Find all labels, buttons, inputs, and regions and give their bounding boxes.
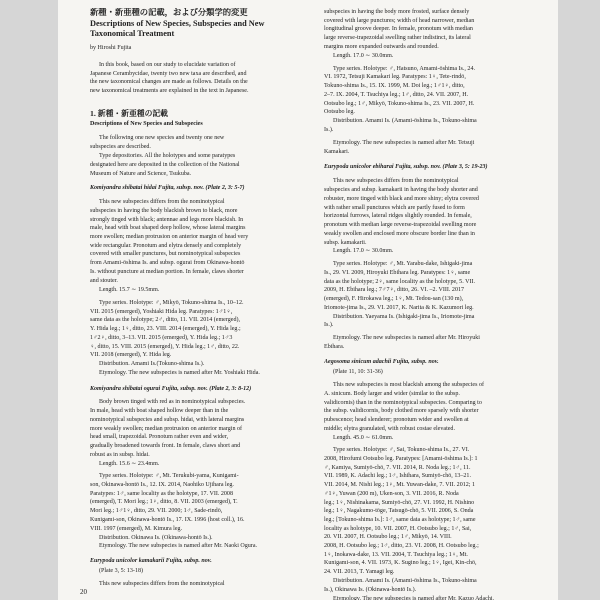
document-page bbox=[58, 0, 558, 600]
text-line: with rather small punctures which are partly fused to form bbox=[324, 205, 465, 211]
text-line: leg.; 1♀, Nishinakama, Sumiyō-chō, 27. VI. 1992, H. Nishino bbox=[324, 500, 475, 506]
text-line: Mori leg.; 1♂1♀, ditto, 29. VII. 2000; 1♂, Sade-rindō, bbox=[90, 508, 223, 514]
text-line: 20. VII. 2007, H. Ootsubo leg.; 1♂, Mikyō, 14. VIII. bbox=[324, 534, 452, 540]
text-line: same data as the holotype; 2♂, ditto, 11. VII. 2014 (emerged), bbox=[90, 317, 241, 323]
text-line: Type series. Holotype: ♂, Sai, Tokuno-shima Is., 27. VI. bbox=[333, 447, 470, 453]
text-line: (Plate 3, 5: 13-18) bbox=[99, 568, 143, 574]
text-line: Body brown tinged with red as in nominotypical subspecies. bbox=[99, 399, 246, 405]
text-line: subspecies and subsp. kamakarii in having the body shorter and bbox=[324, 187, 478, 193]
text-line: VI. 1972, Tetsuji Kamakari leg. Paratypes: 1♀, Tete-rindō, bbox=[324, 74, 466, 80]
text-line: subspecies are described. bbox=[90, 144, 151, 150]
text-line: (Plate 11, 10: 31-36) bbox=[333, 369, 383, 375]
text-line: Distribution. Amami Is. (Amami-ōshima Is., Tokuno-shima bbox=[333, 118, 477, 124]
text-line: middle; elytra granulated, with robust costae elevated. bbox=[324, 426, 455, 432]
text-line: head small, trapezoidal. Pronotum rather even and wider, bbox=[90, 434, 229, 440]
text-line: This new subspecies differs from the nominotypical bbox=[99, 199, 225, 205]
text-line: This new subspecies differs from the nominotypical bbox=[333, 178, 459, 184]
text-line: male, head with boat shaped deep hollow, whose lateral margins bbox=[90, 225, 246, 231]
text-line: more weakly swollen; median protrusion on anterior margin of bbox=[90, 426, 243, 432]
text-line: Kunigami-son, Okinawa-hontō Is., 17. IX. 1996 (host coll.), 16. bbox=[90, 517, 245, 523]
document-title: Taxonomical Treatment bbox=[90, 29, 175, 38]
text-line: designated here are deposited in the collection of the National bbox=[90, 162, 240, 168]
text-line: covered with large punctures; width of head narrower, median bbox=[324, 18, 475, 24]
text-line: pubescence; head slenderer; pronotum wider and swollen at bbox=[324, 417, 469, 423]
text-line: 2009, H. Ebihara leg.; 7♂7♀, ditto, 26. VI. –2. VIII. 2017 bbox=[324, 287, 465, 293]
text-line: Length. 17.0 ∼ 30.0mm. bbox=[333, 248, 394, 254]
document-title: Descriptions of New Species, Subspecies and New bbox=[90, 19, 265, 28]
text-line: Is. without puncture at median portion. In female, claws shorter bbox=[90, 269, 244, 275]
text-line: ♀, ditto, 15. VIII. 2015 (emerged), Y. Hida leg.; 1♂, ditto, 22. bbox=[90, 344, 240, 350]
text-line: ♂1♀, Yuwan (200 m), Uken-son, 3. VII. 2016, R. Noda bbox=[324, 491, 459, 497]
text-line: Type series. Holotype: ♂, Mt. Yarabu-dake, Ishigaki-jima bbox=[333, 261, 473, 267]
text-line: Type series. Holotype: ♂, Mikyō, Tokuno-shima Is., 10–12. bbox=[99, 300, 244, 306]
text-line: and stouter. bbox=[90, 278, 118, 284]
text-line: Length. 45.0 ∼ 61.0mm. bbox=[333, 435, 394, 441]
text-line: validicornis) than in the nominotypical subspecies. Comparing to bbox=[324, 400, 482, 406]
text-line: wide rectangular. Pronotum and elytra densely and completely bbox=[90, 243, 242, 249]
text-line: The following one new species and twenty one new bbox=[99, 135, 225, 141]
text-line: Ootsubo leg. bbox=[324, 109, 355, 115]
text-line: leg.; [Tokuno-shima Is.]: 1♂, same data as holotype; 1♂, same bbox=[324, 517, 476, 523]
text-line: nominotypical subspecies and subsp. hidai, with lateral margins bbox=[90, 417, 245, 423]
text-line: Japanese Cerambycidae, twenty two new taxa are described, and bbox=[90, 71, 247, 77]
text-line: by Hiroshi Fujita bbox=[90, 45, 132, 51]
text-line: pronotum with median large reverse-trapezoidal swelling more bbox=[324, 222, 477, 228]
taxon-heading: Eurypoda unicolor kamakarii Fujita, subsp. nov. bbox=[90, 558, 212, 564]
text-line: subsp. kamakarii. bbox=[324, 240, 367, 246]
text-line: covered with smaller punctures, but nominotypical subspecies bbox=[90, 251, 241, 257]
taxon-heading: Eurypoda unicolor ebiharai Fujita, subsp. nov. (Plate 3, 5: 19-23) bbox=[324, 164, 488, 170]
text-line: 1♀, Inokawa-dake, 13. VII. 2004, T. Tsuchiya leg.; 1♀, Mt. bbox=[324, 552, 468, 558]
text-line: robuster, more tinged with black and more shiny; elytra covered bbox=[324, 196, 479, 202]
text-line: large reverse-trapezoidal swelling rather indistinct, its lateral bbox=[324, 35, 471, 41]
text-line: strongly tinged with black; antennae and legs more blackish. In bbox=[90, 217, 244, 223]
text-line: Etymology. The new subspecies is named after Mr. Naoki Ogura. bbox=[99, 543, 258, 549]
text-line: VII. 2015 (emerged), Yoshiaki Hida leg. Paratypes: 1♂1♀, bbox=[90, 309, 233, 315]
text-line: In male, head with boat shaped hollow deeper than in the bbox=[90, 408, 229, 414]
text-line: Is.). bbox=[324, 322, 334, 328]
text-line: Is., 29. VI. 2009, Hiroyuki Ebihara leg. Paratypes: 1♀, same bbox=[324, 270, 471, 276]
text-line: Distribution. Amami Is. (Amami-ōshima Is., Tokuno-shima bbox=[333, 578, 477, 584]
text-line: Is.), Okinawa Is. (Okinawa-hontō Is.). bbox=[324, 587, 417, 593]
text-line: Museum of Nature and Science, Tsukuba. bbox=[90, 171, 192, 177]
text-line: Ebihara. bbox=[324, 344, 345, 350]
text-line: horizontal furrows, lateral ridges slightly rounded. In female, bbox=[324, 213, 472, 219]
text-line: Length. 15.6 ∼ 23.4mm. bbox=[99, 461, 160, 467]
text-line: son, Okinawa-hontō Is., 12. IX. 2014, Naohiko Ujihara leg. bbox=[90, 482, 234, 488]
text-line: VII. 2018 (emerged), Y. Hida leg. bbox=[90, 352, 172, 358]
text-line: margins more expanded outwards and rounded. bbox=[324, 44, 439, 50]
text-line: 24. VII. 2013, T. Yamagi leg. bbox=[324, 569, 395, 575]
text-line: Etymology. The new subspecies is named after Mr. Kazuo Adachi. bbox=[333, 596, 495, 600]
section-heading: 1. 新種・新亜種の記載 bbox=[90, 109, 168, 118]
text-line: (emerged), T. Mori leg.; 1♀, ditto, 8. VII. 2003 (emerged), T. bbox=[90, 499, 238, 505]
text-line: Is.). bbox=[324, 127, 334, 133]
text-line: Distribution. Amami Is.(Tokuno-shima Is.). bbox=[99, 361, 205, 367]
text-line: Type series. Holotype: ♂, Mt. Terukubi-yama, Kunigami- bbox=[99, 473, 239, 479]
text-line: Etymology. The new subspecies is named after Mr. Yoshiaki Hida. bbox=[99, 370, 260, 376]
text-line: more swollen; median protrusion on anterior margin of head very bbox=[90, 234, 249, 240]
text-line: Kunigami-son, 4. VII. 1973, K. Sugino leg.; 1♀, Igei, Kin-chō, bbox=[324, 560, 477, 566]
text-line: VII. 1989, K. Adachi leg.; 1♂, Ishihara, Sumiyō-chō, 13–21. bbox=[324, 473, 471, 479]
text-line: new taxonomical treatments are explained in the text in Japanese. bbox=[90, 88, 249, 94]
text-line: robust as in subsp. hidai. bbox=[90, 452, 150, 458]
text-line: Length. 15.7 ∼ 19.5mm. bbox=[99, 287, 160, 293]
text-line: Distribution. Okinawa Is. (Okinawa-hontō Is.). bbox=[99, 535, 213, 541]
text-line: weakly swollen and enclosed more obscure border line than in bbox=[324, 231, 475, 237]
text-line: locality as holotype, 10. VII. 2007, H. Ootsubo leg.; 1♂, Sai, bbox=[324, 526, 472, 532]
text-line: Paratypes: 1♂, same locality as the holotype, 17. VII. 2008 bbox=[90, 491, 233, 497]
text-line: Etymology. The new subspecies is named after Mr. Tetsuji bbox=[333, 140, 475, 146]
text-line: from Amami-ōshima Is. and subsp. ogurai from Okinawa-hontō bbox=[90, 260, 245, 266]
text-line: (emerged), F. Hirokawa leg.; 1♀, Mt. Tedou-san (130 m), bbox=[324, 296, 464, 302]
text-line: the subsp. validicornis, body clothed more sparsely with shorter bbox=[324, 408, 479, 414]
taxon-heading: Aegosoma sinicum adachii Fujita, subsp. nov. bbox=[324, 359, 439, 365]
text-line: 2008, H. Ootsubo leg.; 1♂, ditto, 23. VI. 2008, H. Ootsubo leg.; bbox=[324, 543, 479, 549]
text-line: data as the holotype; 2♀, same locality as the holotype, 5. VII. bbox=[324, 279, 476, 285]
text-line: 1♂2♀, ditto, 3–13. VII. 2015 (emerged), Y. Hida leg.; 1♂3 bbox=[90, 335, 233, 341]
text-line: Length. 17.0 ∼ 30.0mm. bbox=[333, 53, 394, 59]
text-line: Kamakari. bbox=[324, 149, 350, 155]
text-line: In this book, based on our study to elucidate variation of bbox=[99, 62, 236, 68]
text-line: Type series. Holotype: ♂, Hatsuno, Amami-ōshima Is., 24. bbox=[333, 66, 475, 72]
text-line: This new subspecies differs from the nominotypical bbox=[99, 581, 225, 587]
text-line: VIII. 1997 (emerged), M. Kimura leg. bbox=[90, 526, 183, 532]
text-line: ♂, Kamiya, Sumiyō-chō, 7. VII. 2014, R. Noda leg.; 1♂, 11. bbox=[324, 465, 471, 471]
text-line: longitudinal groove deeper. In female, pronotum with median bbox=[324, 26, 473, 32]
taxon-heading: Komiyandra shibatai ogurai Fujita, subsp. nov. (Plate 2, 3: 8-12) bbox=[90, 386, 252, 392]
text-line: Etymology. The new subspecies is named after Mr. Hiroyuki bbox=[333, 335, 480, 341]
text-line: Ootsubo leg.; 1♂, Mikyō, Tokuno-shima Is., 23. VII. 2007, H. bbox=[324, 101, 475, 107]
text-line: leg.; 1♀, Nagakumo-tōge, Tatsugō-chō, 5. VII. 2006, S. Onda bbox=[324, 508, 474, 514]
text-line: A. sinicum. Body larger and wider (similar to the subsp. bbox=[324, 391, 460, 397]
text-line: Distribution. Yaeyama Is. (Ishigaki-jima Is., Iriomote-jima bbox=[333, 314, 475, 320]
document-title: 新種・新亜種の記載，および分類学的変更 bbox=[90, 8, 248, 17]
text-line: VII. 2014, M. Nishi leg.; 1♀, Mt. Yuwan-dake, 7. VII. 2012; 1 bbox=[324, 482, 475, 488]
text-line: Y. Hida leg.; 1♀, ditto, 23. VIII. 2014 (emerged), Y. Hida leg.; bbox=[90, 326, 241, 332]
page-number: 20 bbox=[80, 588, 87, 596]
text-line: 2008, Hirofumi Ootsubo leg. Paratypes: [Amami-ōshima Is.]: 1 bbox=[324, 456, 478, 462]
text-line: 2–7. IX. 2004, T. Tsuchiya leg.; 1♂, ditto, 24. VII. 2007, H. bbox=[324, 92, 469, 98]
text-line: Iriomote-jima Is., 29. VI. 2017, K. Narita & K. Kazumori leg. bbox=[324, 305, 474, 311]
text-line: subspecies in having the body more frosted, surface densely bbox=[324, 9, 470, 15]
subsection-heading: Descriptions of New Species and Subspecies bbox=[90, 121, 203, 127]
text-line: subspecies in having the body blackish brown to black, more bbox=[90, 208, 238, 214]
text-line: This new subspecies is most blackish among the subspecies of bbox=[333, 382, 484, 388]
text-line: gradually broadened towards front. In female, claws short and bbox=[90, 443, 241, 449]
taxon-heading: Komiyandra shibatai hidai Fujita, subsp. nov. (Plate 2, 3: 5-7) bbox=[90, 185, 245, 191]
text-line: the new taxonomical changes are made as follows. Details on the bbox=[90, 79, 248, 85]
text-line: Tokuno-shima Is., 15. IX. 1999, M. Doi leg.; 1♂1♀, ditto, bbox=[324, 83, 465, 89]
text-line: Type depositories. All the holotypes and some paratypes bbox=[99, 153, 236, 159]
